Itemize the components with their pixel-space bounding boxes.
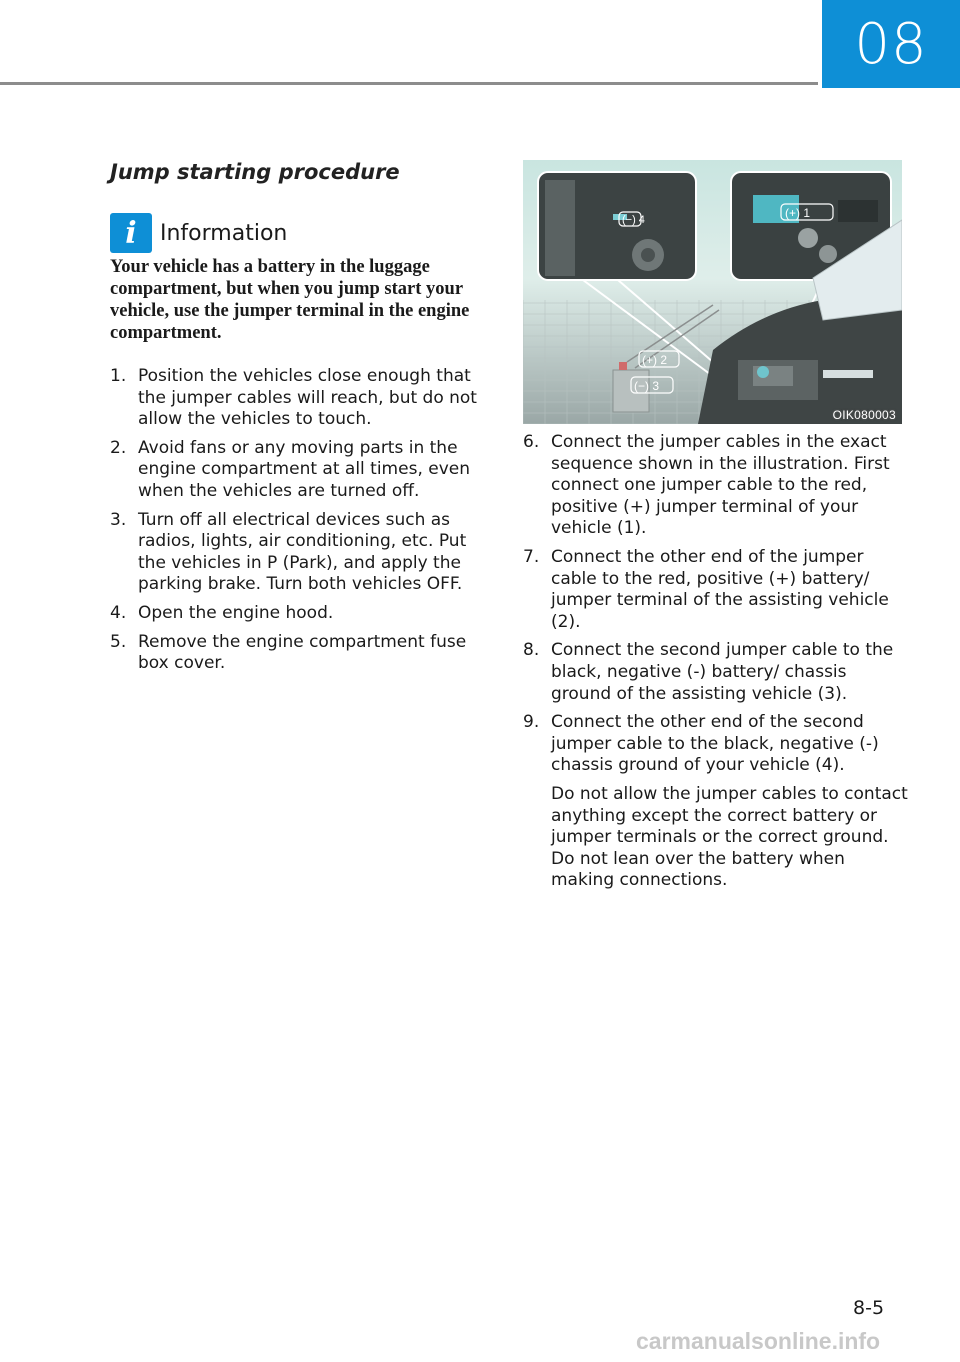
figure-code: OIK080003 xyxy=(832,408,896,422)
step-text: Connect the other end of the jumper cable to the red, positive (+) battery/ jumper terminal of the assisting vehicle (2). xyxy=(551,546,889,632)
section-title: Jump starting procedure xyxy=(110,160,400,184)
step-number: 5. xyxy=(110,631,127,652)
step-text: Remove the engine compartment fuse box cover. xyxy=(138,631,467,674)
jump-start-illustration xyxy=(523,160,902,424)
callout-4: (−) 4 xyxy=(622,214,645,226)
callout-1: (+) 1 xyxy=(785,206,811,220)
step-item xyxy=(110,366,492,431)
step-number: 7. xyxy=(523,546,540,567)
step-number: 6. xyxy=(523,432,540,452)
step-note: Do not allow the jumper cables to contact anything except the correct battery or jumper terminals or the correct ground. Do not lean over the battery when making connections. xyxy=(551,783,908,891)
info-icon: i xyxy=(110,213,152,253)
step-text: Connect the jumper cables in the exact sequence shown in the illustration. First connect one jumper cable to the red, positive (+) jumper terminal of your vehicle (1). xyxy=(551,432,890,539)
step-item xyxy=(523,432,908,540)
step-item xyxy=(110,603,492,625)
step-number: 1. xyxy=(110,366,127,386)
illustration-drawing xyxy=(523,160,902,424)
callout-3: (−) 3 xyxy=(634,379,660,393)
step-text: Open the engine hood. xyxy=(138,602,334,623)
step-item xyxy=(110,510,492,596)
info-header xyxy=(110,213,287,253)
watermark: carmanualsonline.info xyxy=(636,1328,881,1354)
step-text: Turn off all electrical devices such as radios, lights, air conditioning, etc. Put the vehicles in P (Park), and apply the parking brake. Turn both vehicles OFF. xyxy=(138,509,467,595)
info-body: Your vehicle has a battery in the luggage compartment, but when you jump start your vehicle, use the jumper terminal in the engine compartment. xyxy=(110,257,470,343)
page-number: 8-5 xyxy=(853,1297,885,1319)
step-item xyxy=(110,438,492,503)
step-text: Connect the second jumper cable to the black, negative (-) battery/ chassis ground of the assisting vehicle (3). xyxy=(551,640,894,704)
step-item xyxy=(110,632,492,675)
steps-list-left xyxy=(110,366,492,682)
step-item xyxy=(523,547,908,633)
step-number: 2. xyxy=(110,437,127,458)
step-number: 4. xyxy=(110,602,127,623)
callout-2: (+) 2 xyxy=(642,353,668,367)
step-item xyxy=(523,640,908,705)
step-text: Position the vehicles close enough that the jumper cables will reach, but do not allow the vehicles to touch. xyxy=(138,366,477,430)
step-number: 9. xyxy=(523,712,540,733)
step-text: Avoid fans or any moving parts in the engine compartment at all times, even when the vehicles are turned off. xyxy=(138,437,470,501)
step-number: 3. xyxy=(110,509,127,530)
info-label: Information xyxy=(160,220,288,246)
step-text: Connect the other end of the second jumper cable to the black, negative (-) chassis ground of your vehicle (4). xyxy=(551,712,879,776)
header-rule xyxy=(0,82,818,85)
step-item xyxy=(523,712,908,892)
steps-list-right xyxy=(523,432,908,899)
step-number: 8. xyxy=(523,640,540,661)
chapter-tab: 08 xyxy=(822,0,960,88)
